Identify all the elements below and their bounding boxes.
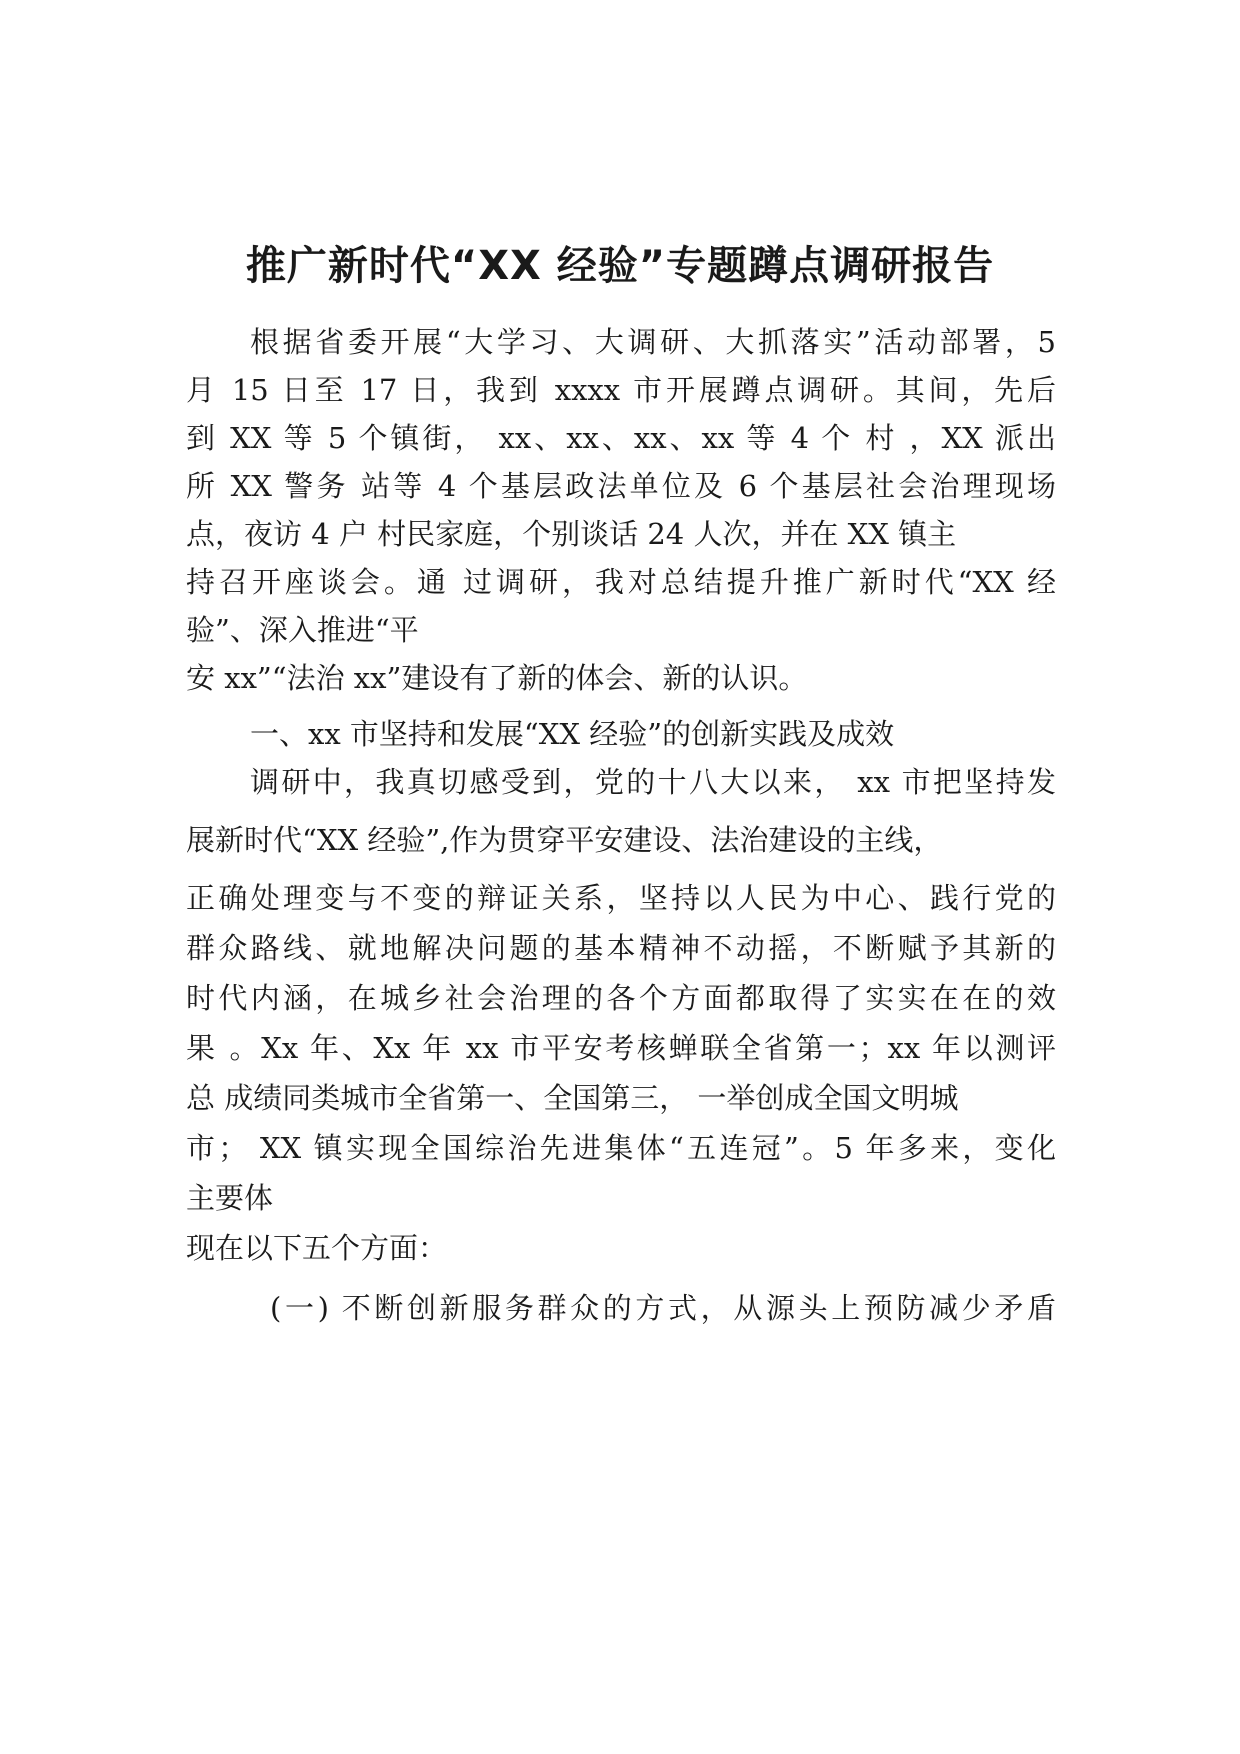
paragraph2-line-9: 主要体 xyxy=(186,1181,274,1215)
paragraph2-line-4: 群众路线、就地解决问题的基本精神不动摇，不断赋予其新的 xyxy=(186,931,1056,965)
paragraph-line-8: 安 xx”“法治 xx”建设有了新的体会、新的认识。 xyxy=(186,661,808,695)
paragraph-line-1: 根据省委开展“大学习、大调研、大抓落实”活动部署，5 xyxy=(250,325,1056,359)
paragraph2-line-3: 正确处理变与不变的辩证关系，坚持以人民为中心、践行党的 xyxy=(186,881,1056,915)
paragraph-line-4: 所 XX 警务 站等 4 个基层政法单位及 6 个基层社会治理现场 xyxy=(186,469,1056,503)
paragraph2-line-7: 总 成绩同类城市全省第一、全国第三， 一举创成全国文明城 xyxy=(186,1081,959,1115)
paragraph2-line-1: 调研中，我真切感受到，党的十八大以来， xx 市把坚持发 xyxy=(250,765,1056,799)
paragraph-line-6: 持召开座谈会。通 过调研，我对总结提升推广新时代“XX 经 xyxy=(186,565,1056,599)
paragraph-line-7: 验”、深入推进“平 xyxy=(186,613,419,647)
paragraph-line-3: 到 XX 等 5 个镇街， xx、xx、xx、xx 等 4 个 村 ，XX 派出 xyxy=(186,421,1056,455)
subsection-heading-1: (一) 不断创新服务群众的方式，从源头上预防减少矛盾 xyxy=(270,1291,1056,1325)
paragraph2-line-8: 市； XX 镇实现全国综治先进集体“五连冠”。5 年多来，变化 xyxy=(186,1131,1056,1165)
paragraph-line-2: 月 15 日至 17 日，我到 xxxx 市开展蹲点调研。其间，先后 xyxy=(186,373,1056,407)
paragraph2-line-5: 时代内涵，在城乡社会治理的各个方面都取得了实实在在的效 xyxy=(186,981,1056,1015)
paragraph-line-5: 点，夜访 4 户 村民家庭，个别谈话 24 人次，并在 XX 镇主 xyxy=(186,517,957,551)
paragraph2-line-10: 现在以下五个方面： xyxy=(186,1231,448,1265)
paragraph2-line-2: 展新时代“XX 经验”,作为贯穿平安建设、法治建设的主线， xyxy=(186,823,943,857)
section-heading-1: 一、xx 市坚持和发展“XX 经验”的创新实践及成效 xyxy=(250,717,895,751)
paragraph2-line-6: 果 。Xx 年、Xx 年 xx 市平安考核蝉联全省第一；xx 年以测评 xyxy=(186,1031,1056,1065)
document-title: 推广新时代“XX 经验”专题蹲点调研报告 xyxy=(245,243,995,289)
